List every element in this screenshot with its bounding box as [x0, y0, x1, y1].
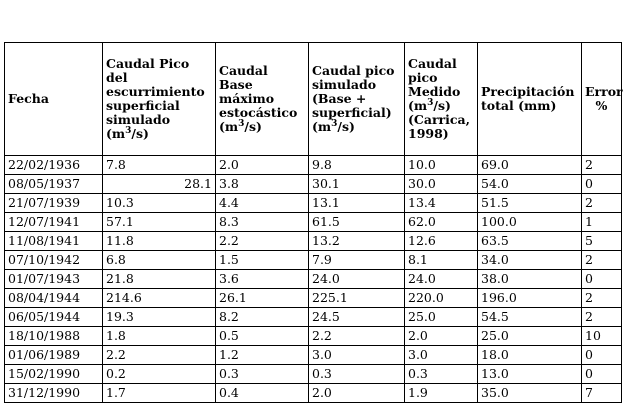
- table-row: [5, 194, 622, 213]
- header-caudal-base: Caudal Base máximo estocástico $(m^3/s)$: [216, 43, 309, 156]
- cell-caudal-base: 2.2: [216, 232, 309, 251]
- cell-caudal-base: 4.4: [216, 194, 309, 213]
- cell-precipitacion: 51.5: [478, 194, 582, 213]
- table-row: [5, 365, 622, 384]
- cell-caudal-base: 3.8: [216, 175, 309, 194]
- cell-caudal-pico-superficial: 1.8: [103, 327, 216, 346]
- flow-data-table: [4, 42, 622, 403]
- cell-caudal-pico-simulado: 7.9: [309, 251, 405, 270]
- cell-fecha: 21/07/1939: [5, 194, 103, 213]
- cell-precipitacion: 34.0: [478, 251, 582, 270]
- header-caudal-pico-simulado: Caudal pico simulado (Base + superficial) $(m^3/s)$: [309, 43, 405, 156]
- cell-precipitacion: 18.0: [478, 346, 582, 365]
- cell-caudal-pico-simulado: 30.1: [309, 175, 405, 194]
- header-fecha: Fecha: [5, 43, 103, 156]
- cell-caudal-pico-simulado: 24.5: [309, 308, 405, 327]
- header-caudal-pico-superficial: Caudal Pico del escurrimiento superficial simulado $(m^3/s)$: [103, 43, 216, 156]
- cell-error: 7: [582, 384, 622, 403]
- cell-fecha: 06/05/1944: [5, 308, 103, 327]
- table-row: [5, 270, 622, 289]
- cell-caudal-base: 8.2: [216, 308, 309, 327]
- table-row: [5, 232, 622, 251]
- cell-caudal-pico-medido: 62.0: [405, 213, 478, 232]
- cell-caudal-pico-medido: 1.9: [405, 384, 478, 403]
- cell-error: 10: [582, 327, 622, 346]
- cell-caudal-pico-superficial: 57.1: [103, 213, 216, 232]
- cell-caudal-pico-superficial: 21.8: [103, 270, 216, 289]
- cell-precipitacion: 35.0: [478, 384, 582, 403]
- table-row: [5, 175, 622, 194]
- cell-error: 2: [582, 156, 622, 175]
- header-error: Error %: [582, 43, 622, 156]
- cell-caudal-pico-medido: 30.0: [405, 175, 478, 194]
- cell-caudal-base: 0.3: [216, 365, 309, 384]
- cell-caudal-pico-superficial: 214.6: [103, 289, 216, 308]
- cell-caudal-base: 1.5: [216, 251, 309, 270]
- header-caudal-pico-medido: Caudal pico Medido $(m^3/s)$ (Carrica, 1998): [405, 43, 478, 156]
- cell-caudal-pico-simulado: 24.0: [309, 270, 405, 289]
- cell-caudal-pico-medido: 3.0: [405, 346, 478, 365]
- cell-caudal-pico-simulado: 225.1: [309, 289, 405, 308]
- cell-precipitacion: 38.0: [478, 270, 582, 289]
- cell-precipitacion: 196.0: [478, 289, 582, 308]
- table-row: [5, 289, 622, 308]
- table-row: [5, 213, 622, 232]
- cell-precipitacion: 13.0: [478, 365, 582, 384]
- cell-caudal-base: 3.6: [216, 270, 309, 289]
- cell-fecha: 11/08/1941: [5, 232, 103, 251]
- cell-caudal-pico-simulado: 2.2: [309, 327, 405, 346]
- cell-caudal-pico-superficial: 2.2: [103, 346, 216, 365]
- cell-error: 2: [582, 251, 622, 270]
- cell-caudal-pico-simulado: 13.1: [309, 194, 405, 213]
- cell-fecha: 15/02/1990: [5, 365, 103, 384]
- cell-error: 0: [582, 346, 622, 365]
- cell-precipitacion: 63.5: [478, 232, 582, 251]
- cell-fecha: 08/05/1937: [5, 175, 103, 194]
- cell-caudal-pico-medido: 10.0: [405, 156, 478, 175]
- cell-fecha: 22/02/1936: [5, 156, 103, 175]
- table-header-row: [5, 43, 622, 156]
- cell-caudal-pico-superficial: 7.8: [103, 156, 216, 175]
- cell-caudal-pico-medido: 25.0: [405, 308, 478, 327]
- cell-caudal-pico-simulado: 9.8: [309, 156, 405, 175]
- table-row: [5, 308, 622, 327]
- cell-caudal-base: 8.3: [216, 213, 309, 232]
- cell-fecha: 18/10/1988: [5, 327, 103, 346]
- table-row: [5, 384, 622, 403]
- cell-precipitacion: 54.0: [478, 175, 582, 194]
- cell-fecha: 31/12/1990: [5, 384, 103, 403]
- cell-caudal-pico-superficial: 11.8: [103, 232, 216, 251]
- cell-caudal-pico-medido: 0.3: [405, 365, 478, 384]
- cell-fecha: 12/07/1941: [5, 213, 103, 232]
- cell-error: 2: [582, 194, 622, 213]
- cell-precipitacion: 54.5: [478, 308, 582, 327]
- cell-fecha: 07/10/1942: [5, 251, 103, 270]
- cell-precipitacion: 25.0: [478, 327, 582, 346]
- cell-caudal-base: 1.2: [216, 346, 309, 365]
- cell-caudal-pico-superficial: 0.2: [103, 365, 216, 384]
- cell-caudal-pico-simulado: 61.5: [309, 213, 405, 232]
- cell-error: 2: [582, 289, 622, 308]
- cell-precipitacion: 100.0: [478, 213, 582, 232]
- cell-precipitacion: 69.0: [478, 156, 582, 175]
- cell-caudal-pico-medido: 13.4: [405, 194, 478, 213]
- table-row: [5, 251, 622, 270]
- cell-fecha: 01/06/1989: [5, 346, 103, 365]
- cell-caudal-pico-simulado: 13.2: [309, 232, 405, 251]
- cell-caudal-base: 0.5: [216, 327, 309, 346]
- cell-caudal-pico-superficial: 28.1: [103, 175, 216, 194]
- cell-caudal-pico-superficial: 10.3: [103, 194, 216, 213]
- cell-error: 0: [582, 270, 622, 289]
- cell-caudal-pico-superficial: 1.7: [103, 384, 216, 403]
- table-body: [5, 156, 622, 403]
- cell-caudal-pico-superficial: 6.8: [103, 251, 216, 270]
- table-row: [5, 327, 622, 346]
- table-row: [5, 156, 622, 175]
- cell-fecha: 01/07/1943: [5, 270, 103, 289]
- cell-caudal-pico-medido: 2.0: [405, 327, 478, 346]
- cell-error: 0: [582, 175, 622, 194]
- cell-caudal-base: 26.1: [216, 289, 309, 308]
- table-row: [5, 346, 622, 365]
- cell-caudal-pico-simulado: 2.0: [309, 384, 405, 403]
- header-precipitacion: Precipitación total (mm): [478, 43, 582, 156]
- cell-caudal-pico-superficial: 19.3: [103, 308, 216, 327]
- cell-error: 2: [582, 308, 622, 327]
- cell-caudal-base: 0.4: [216, 384, 309, 403]
- cell-caudal-pico-simulado: 0.3: [309, 365, 405, 384]
- cell-caudal-pico-medido: 12.6: [405, 232, 478, 251]
- cell-caudal-pico-medido: 220.0: [405, 289, 478, 308]
- cell-fecha: 08/04/1944: [5, 289, 103, 308]
- cell-caudal-base: 2.0: [216, 156, 309, 175]
- cell-error: 1: [582, 213, 622, 232]
- cell-caudal-pico-simulado: 3.0: [309, 346, 405, 365]
- cell-caudal-pico-medido: 8.1: [405, 251, 478, 270]
- cell-error: 5: [582, 232, 622, 251]
- cell-caudal-pico-medido: 24.0: [405, 270, 478, 289]
- cell-error: 0: [582, 365, 622, 384]
